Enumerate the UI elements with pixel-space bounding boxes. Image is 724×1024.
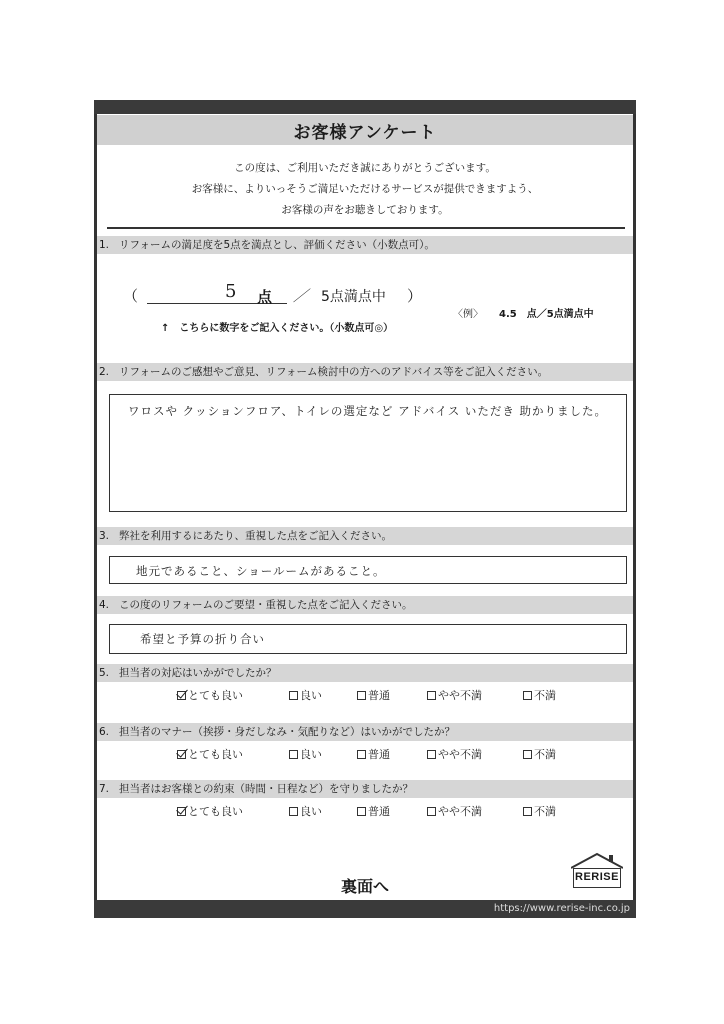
question-7-text: 担当者はお客様との約束（時間・日程など）を守りましたか？ [119,783,413,795]
option-7-somewhat-dissatisfied[interactable] [427,803,482,819]
question-3 [97,527,633,545]
question-5-text: 担当者の対応はいかがでしたか？ [119,667,277,679]
option-label: 普通 [368,689,390,702]
question-2-number: 2. [99,366,110,378]
option-7-good[interactable] [289,803,322,819]
checkbox-icon[interactable] [357,807,366,816]
checkbox-icon[interactable] [523,750,532,759]
checkbox-icon[interactable] [427,750,436,759]
option-label: 良い [300,748,322,761]
intro-divider [107,227,625,229]
checkbox-icon[interactable] [523,807,532,816]
option-6-good[interactable] [289,746,322,762]
survey-sheet [94,100,636,918]
option-label: とても良い [188,805,243,818]
title-band [97,115,633,145]
score-slash: ／ [293,287,309,305]
question-1 [97,236,633,254]
option-6-somewhat-dissatisfied[interactable] [427,746,482,762]
question-3-text: 弊社を利用するにあたり、重視した点をご記入ください。 [119,530,392,542]
checkbox-icon[interactable] [357,691,366,700]
answer-box-2[interactable] [109,394,627,512]
checkbox-checked-icon[interactable] [177,750,186,759]
checkbox-icon[interactable] [427,807,436,816]
question-7-number: 7. [99,783,110,795]
option-7-very-good[interactable] [177,803,243,819]
checkbox-icon[interactable] [523,691,532,700]
question-4 [97,596,633,614]
option-5-somewhat-dissatisfied[interactable] [427,687,482,703]
logo-text: RERISE [573,868,621,888]
option-6-dissatisfied[interactable] [523,746,556,762]
answer-box-4[interactable] [109,624,627,654]
score-value[interactable]: 5 [225,281,237,302]
checkbox-icon[interactable] [289,807,298,816]
page-title: お客様アンケート [293,122,437,143]
example-label: 〈例〉 [453,309,483,320]
option-label: 不満 [534,689,556,702]
rerise-logo [569,852,625,892]
question-2 [97,363,633,381]
answer-box-3[interactable] [109,556,627,584]
score-max: 5点満点中 [321,289,386,305]
option-5-very-good[interactable] [177,687,243,703]
option-5-dissatisfied[interactable] [523,687,556,703]
option-label: 良い [300,805,322,818]
option-5-good[interactable] [289,687,322,703]
option-7-normal[interactable] [357,803,390,819]
checkbox-checked-icon[interactable] [177,691,186,700]
intro-line-3: お客様の声をお聴きしております。 [281,204,449,216]
option-label: やや不満 [438,805,482,818]
question-2-text: リフォームのご感想やご意見、リフォーム検討中の方へのアドバイス等をご記入ください。 [119,366,549,378]
question-6-text: 担当者のマナー（挨拶・身だしなみ・気配りなど）はいかがでしたか？ [119,726,455,738]
intro-text [97,158,633,221]
score-unit: 点 [257,288,273,306]
option-label: 普通 [368,748,390,761]
footer-url[interactable]: https://www.rerise-inc.co.jp [493,903,630,914]
option-6-normal[interactable] [357,746,390,762]
checkbox-icon[interactable] [427,691,436,700]
footer-bar [94,900,636,918]
answer-3-text: 地元であること、ショールームがあること。 [136,564,386,578]
option-label: やや不満 [438,748,482,761]
paren-close: ） [407,287,423,305]
score-example [453,305,594,320]
question-4-text: この度のリフォームのご要望・重視した点をご記入ください。 [119,599,413,611]
score-hint: ↑ こちらに数字をご記入ください。（小数点可◎） [161,323,394,334]
question-6-number: 6. [99,726,110,738]
checkbox-icon[interactable] [289,691,298,700]
answer-2-text: ワロスや クッションフロア、トイレの選定など アドバイス いただき 助かりました。 [128,404,608,418]
option-label: とても良い [188,748,243,761]
checkbox-icon[interactable] [289,750,298,759]
option-label: 良い [300,689,322,702]
question-7 [97,780,633,798]
option-label: 普通 [368,805,390,818]
intro-line-2: お客様に、よりいっそうご満足いただけるサービスが提供できますよう、 [191,183,539,195]
answer-4-text: 希望と予算の折り合い [140,632,265,646]
checkbox-icon[interactable] [357,750,366,759]
example-value: 4.5 点／5点満点中 [499,309,594,320]
option-label: 不満 [534,748,556,761]
paren-open: （ [123,287,139,305]
question-5-number: 5. [99,667,110,679]
checkbox-checked-icon[interactable] [177,807,186,816]
question-4-number: 4. [99,599,110,611]
option-5-normal[interactable] [357,687,390,703]
question-1-text: リフォームの満足度を5点を満点とし、評価ください（小数点可）。 [119,239,435,251]
option-label: やや不満 [438,689,482,702]
question-6 [97,723,633,741]
option-7-dissatisfied[interactable] [523,803,556,819]
option-6-very-good[interactable] [177,746,243,762]
option-label: 不満 [534,805,556,818]
question-3-number: 3. [99,530,110,542]
back-page-label: 裏面へ [340,877,389,896]
top-bar [94,100,636,114]
option-label: とても良い [188,689,243,702]
question-1-number: 1. [99,239,110,251]
intro-line-1: この度は、ご利用いただき誠にありがとうございます。 [234,162,496,174]
question-5 [97,664,633,682]
